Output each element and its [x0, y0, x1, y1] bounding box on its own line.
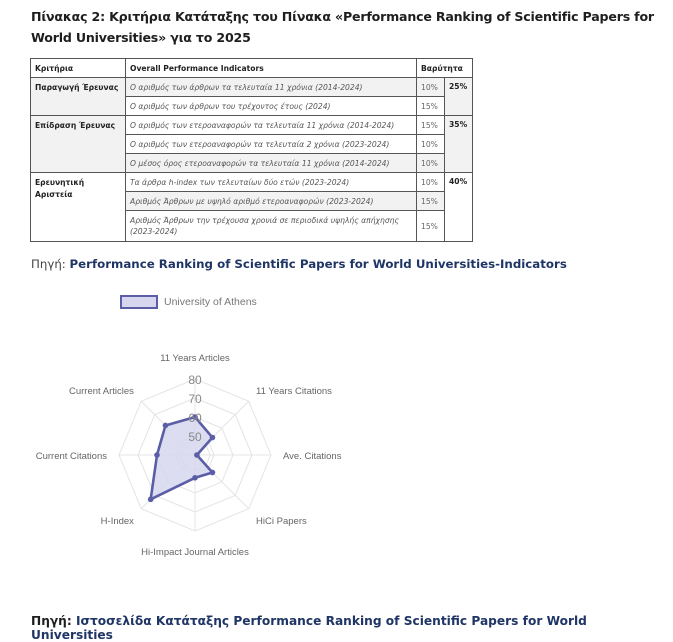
- data-point: [163, 423, 169, 429]
- data-point: [192, 475, 198, 481]
- source-label: Πηγή:: [31, 257, 70, 271]
- indicator-cell: Ο αριθμός των άρθρων τα τελευταία 11 χρόνια (2014-2024): [126, 78, 417, 97]
- weight-cell: 15%: [417, 97, 445, 116]
- header-weight: Βαρύτητα: [417, 59, 473, 78]
- data-point: [154, 452, 160, 458]
- weight-cell: 10%: [417, 154, 445, 173]
- weight-cell: 10%: [417, 173, 445, 192]
- indicator-cell: Ο αριθμός των ετεροαναφορών τα τελευταία 11 χρόνια (2014-2024): [126, 116, 417, 135]
- axis-label: Ave. Citations: [283, 451, 342, 462]
- source-link[interactable]: Ιστοσελίδα Κατάταξης Performance Ranking of Scientific Papers for World Universities: [31, 614, 587, 642]
- total-weight-cell: 40%: [445, 173, 473, 242]
- indicator-cell: Ο αριθμός των ετεροαναφορών τα τελευταία 2 χρόνια (2023-2024): [126, 135, 417, 154]
- axis-label: 11 Years Articles: [160, 353, 230, 364]
- axis-label: Current Citations: [35, 451, 107, 462]
- axis-label: Hi-Impact Journal Articles: [141, 547, 249, 558]
- axis-label: 11 Years Citations: [256, 385, 332, 397]
- axis-label: H-Index: [100, 516, 134, 528]
- criterion-cell: Επίδραση Έρευνας: [31, 116, 126, 173]
- data-point: [210, 470, 216, 476]
- tick-label: 50: [188, 430, 202, 444]
- legend-label: University of Athens: [164, 296, 257, 308]
- tick-label: 80: [188, 373, 202, 387]
- data-point: [194, 452, 200, 458]
- tick-label: 60: [188, 411, 202, 425]
- axis-label: Current Articles: [69, 385, 134, 397]
- criterion-cell: Παραγωγή Έρευνας: [31, 78, 126, 116]
- header-indicators: Overall Performance Indicators: [126, 59, 417, 78]
- weight-cell: 10%: [417, 135, 445, 154]
- data-point: [148, 497, 154, 503]
- indicator-cell: Τα άρθρα h-index των τελευταίων δύο ετών (2023-2024): [126, 173, 417, 192]
- weight-cell: 15%: [417, 211, 445, 242]
- indicator-cell: Ο μέσος όρος ετεροαναφορών τα τελευταία 11 χρόνια (2014-2024): [126, 154, 417, 173]
- weight-cell: 15%: [417, 116, 445, 135]
- indicator-cell: Αριθμός Άρθρων την τρέχουσα χρονιά σε περιοδικά υψηλής απήχησης (2023-2024): [126, 211, 417, 242]
- chart-source: [31, 614, 673, 642]
- total-weight-cell: 35%: [445, 116, 473, 173]
- criterion-cell: Ερευνητική Αριστεία: [31, 173, 126, 242]
- source-label: Πηγή:: [31, 614, 76, 628]
- total-weight-cell: 25%: [445, 78, 473, 116]
- axis-label: HiCi Papers: [256, 516, 307, 528]
- source-link[interactable]: Performance Ranking of Scientific Papers for World Universities-Indicators: [69, 257, 567, 271]
- weight-cell: 10%: [417, 78, 445, 97]
- weight-cell: 15%: [417, 192, 445, 211]
- indicator-cell: Αριθμός Άρθρων με υψηλό αριθμό ετεροαναφορών (2023-2024): [126, 192, 417, 211]
- header-criteria: Κριτήρια: [31, 59, 126, 78]
- data-point: [210, 435, 216, 441]
- page-title: Πίνακας 2: Κριτήρια Κατάταξης του Πίνακα «Performance Ranking of Scientific Papers for World Universities» για το 2025: [31, 9, 654, 45]
- tick-label: 70: [188, 392, 202, 406]
- indicator-cell: Ο αριθμός των άρθρων του τρέχοντος έτους (2024): [126, 97, 417, 116]
